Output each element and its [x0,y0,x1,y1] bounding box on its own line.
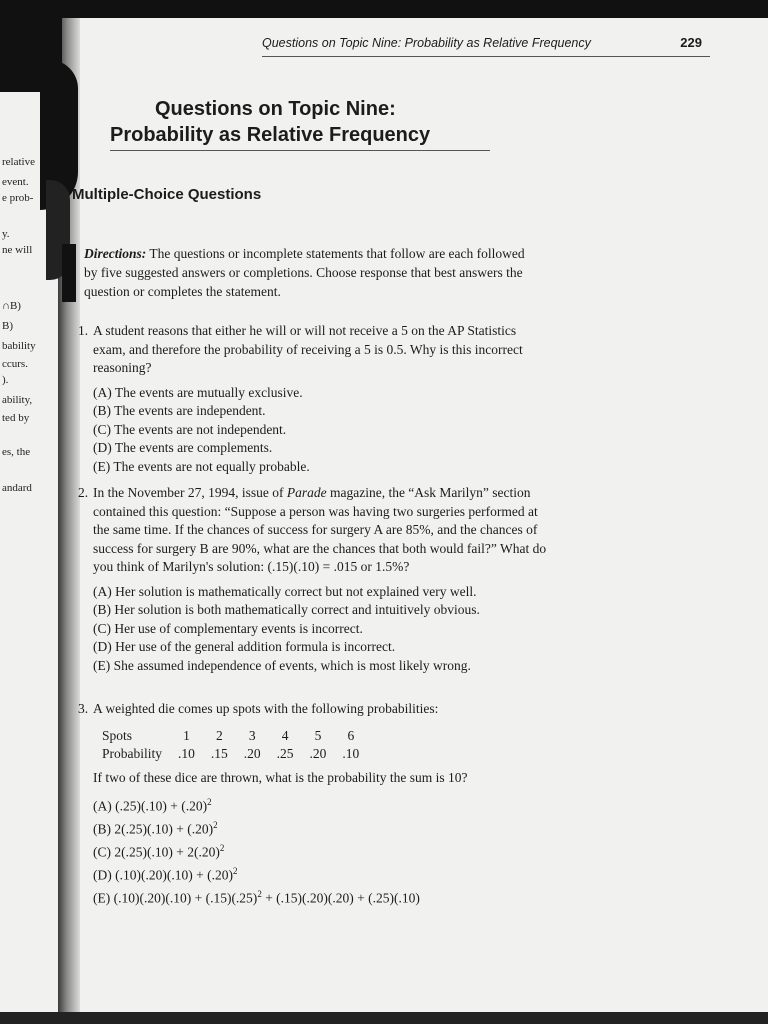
directions-block [84,244,534,301]
margin-fragment: event. [2,176,29,188]
binding-strip [62,244,76,302]
choice-c: (C) Her use of complementary events is incorrect. [93,620,363,636]
table-cell: .15 [210,745,228,761]
table-cell: 5 [314,727,322,743]
choice-e: (E) The events are not equally probable. [93,458,310,474]
margin-fragment: bability [2,340,36,352]
choice-d: (D) The events are complements. [93,440,273,455]
probability-table [102,727,367,763]
margin-fragment: y. [2,228,10,240]
exponent: 2 [257,889,262,899]
question-stem [93,484,548,577]
table-row [102,727,367,745]
choice-b: (B) Her solution is both mathematically correct and intuitively obvious. [93,602,480,617]
choice-text: + (.15)(.20)(.20) + (.25)(.10) [261,890,420,906]
margin-fragment: ccurs. [2,358,28,370]
section-heading: Multiple-Choice Questions [72,186,262,203]
choice-d [93,862,548,885]
margin-fragment: es, the [2,446,31,458]
page-number: 229 [680,35,702,50]
row-label: Probability [102,745,162,761]
table-row [102,745,367,763]
choice-a: (A) Her solution is mathematically correct but not explained very well. [93,583,477,599]
margin-fragment: e prob- [2,192,34,204]
question-2 [78,484,548,675]
choice-list [93,583,548,676]
choice-text: (E) (.10)(.20)(.10) + (.15)(.25) [93,890,258,906]
scan-border-corner [0,0,62,92]
table-cell: .20 [309,745,327,761]
question-3 [78,700,548,908]
choice-c: (C) The events are not independent. [93,421,287,437]
table-cell: .10 [342,745,360,761]
question-number: 2. [78,485,89,500]
exponent: 2 [207,797,212,807]
margin-fragment: ∩B) [2,300,21,312]
question-stem: A student reasons that either he will or will not receive a 5 on the AP Statistics exam, and therefore the probability of receiving a 5 is 0.5. Why is this incorrect reasoning? [93,323,523,375]
choice-c [93,839,548,862]
exponent: 2 [219,843,225,853]
choice-text: (B) 2(.25)(.10) + (.20) [93,821,214,837]
stem-text: In the November 27, 1994, issue of [93,485,287,500]
question-number: 1. [78,323,89,338]
margin-fragment: B) [2,320,13,332]
choice-d: (D) Her use of the general addition formula is incorrect. [93,639,396,654]
choice-a [93,793,548,816]
directions-label: Directions: [84,246,147,261]
exponent: 2 [213,820,218,830]
margin-fragment: ability, [2,394,33,406]
margin-fragment: ). [2,374,9,386]
table-cell: 3 [248,727,256,743]
question-stem: A weighted die comes up spots with the following probabilities: [93,701,439,716]
choice-text: (C) 2(.25)(.10) + 2(.20) [93,844,220,860]
running-title: Questions on Topic Nine: Probability as Relative Frequency [262,36,591,50]
choice-text: (D) (.10)(.20)(.10) + (.20) [93,867,233,883]
title-rule [110,150,490,151]
choice-e [93,885,548,908]
choice-list [93,793,548,908]
choice-a: (A) The events are mutually exclusive. [93,384,303,400]
magazine-name: Parade [286,485,327,500]
table-cell: 2 [215,727,223,743]
choice-b [93,816,548,839]
margin-fragment: ted by [2,412,30,424]
stem-text: magazine, the “Ask Marilyn” section contained this question: “Suppose a person was having two surgeries performed at the same time. If the chances of success for surgery A are 85%, and the chances of success for surgery B are 90%, what are the chances that both would fail?” What do you think of Marilyn's solution: (.15)(.10) = .015 or 1.5%? [93,485,547,574]
table-cell: .25 [276,745,294,761]
scan-border-top [0,0,768,18]
exponent: 2 [232,866,238,876]
scan-border-bottom [0,1012,768,1024]
choice-b: (B) The events are independent. [93,403,266,418]
question-number: 3. [78,701,89,716]
table-cell: .20 [243,745,261,761]
table-cell: .10 [178,745,195,761]
table-cell: 4 [281,727,289,743]
table-cell: 1 [183,727,190,743]
chapter-title-line1: Questions on Topic Nine: [155,98,396,120]
header-rule [262,56,710,57]
question-prompt: If two of these dice are thrown, what is the probability the sum is 10? [93,769,468,785]
choice-list [93,384,548,477]
directions-text: The questions or incomplete statements that follow are each followed by five suggested answers or completions. Choose response that best answers the question or completes the statement. [84,246,525,299]
running-header [262,36,702,50]
chapter-title-line2: Probability as Relative Frequency [110,124,431,146]
margin-fragment: relative [2,156,35,168]
margin-fragment: andard [2,482,32,494]
choice-e: (E) She assumed independence of events, which is most likely wrong. [93,657,471,673]
choice-text: (A) (.25)(.10) + (.20) [93,798,208,814]
question-1 [78,322,548,476]
row-label: Spots [102,727,133,743]
table-cell: 6 [347,727,355,743]
margin-fragment: ne will [2,244,33,256]
